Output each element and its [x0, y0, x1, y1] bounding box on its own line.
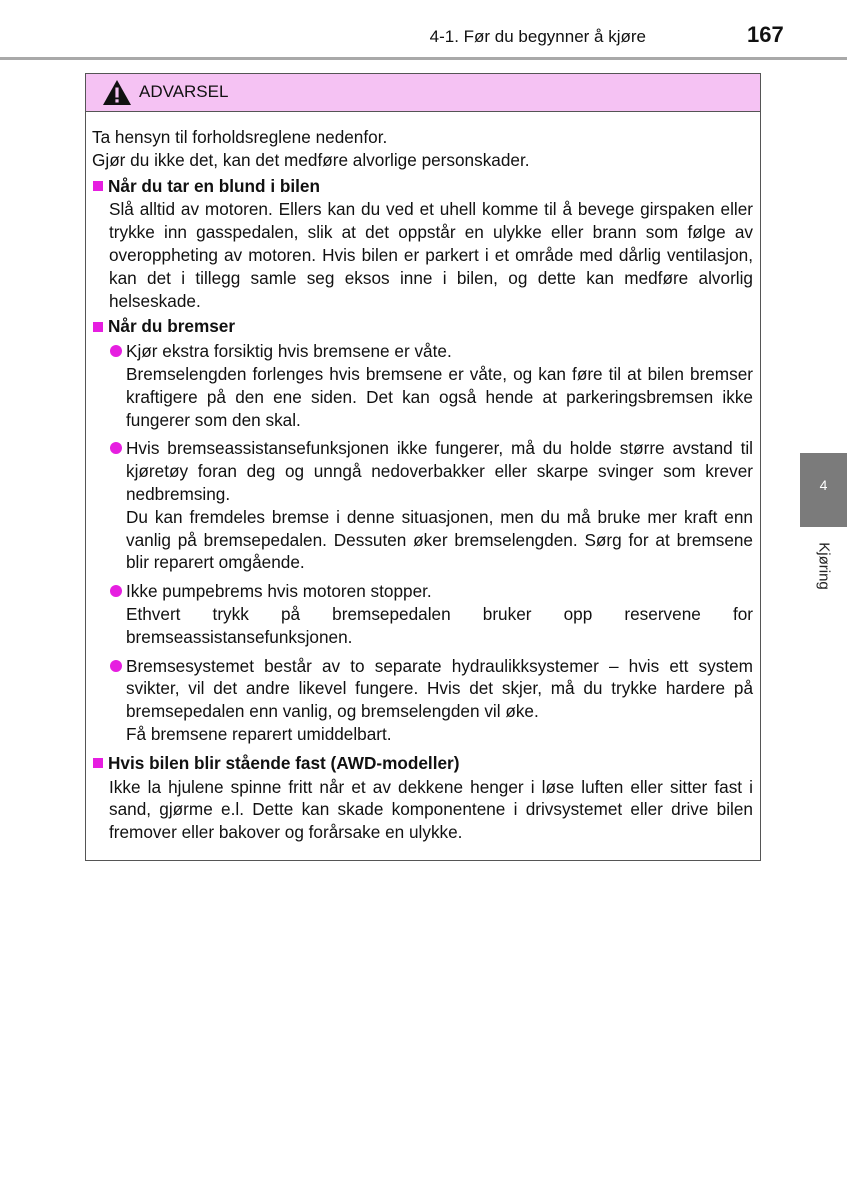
chapter-label: Kjøring	[815, 542, 833, 590]
square-bullet-icon	[93, 758, 103, 768]
bullet-text: Få bremsene reparert umiddelbart.	[126, 723, 392, 744]
circle-bullet-icon	[110, 660, 122, 672]
section-body	[92, 776, 753, 844]
bullet-text: Hvis bremseassistansefunksjonen ikke fungerer, må du holde større avstand til kjøretøy foran deg og unngå nedoverbakker eller skarpe svinger som krever nedbremsing.	[126, 438, 753, 504]
page-number: 167	[747, 22, 784, 47]
section-stuck	[92, 752, 753, 844]
square-bullet-icon	[93, 181, 103, 191]
warning-box	[85, 73, 761, 861]
warning-intro	[92, 126, 753, 172]
section-heading	[92, 752, 753, 775]
list-item	[92, 340, 753, 431]
list-item	[92, 655, 753, 746]
square-bullet-icon	[93, 322, 103, 332]
bullet-text: Ethvert trykk på bremsepedalen bruker opp reservene for bremseassistansefunksjonen.	[126, 603, 753, 647]
list-item	[92, 580, 753, 648]
section-heading-text: Hvis bilen blir stående fast (AWD-modeller)	[108, 752, 460, 773]
warning-triangle-icon	[102, 79, 132, 106]
section-text: Slå alltid av motoren. Ellers kan du ved et uhell komme til å bevege girspaken eller trykke inn gasspedalen, slik at det oppstår en ulykke eller brann som følge av overoppheting av motoren. Hvis bilen er parkert i et område med dårlig ventilasjon, kan det i tillegg samle seg eksos inne i bilen, og dette kan medføre alvorlig helseskade.	[109, 199, 753, 311]
section-braking	[92, 315, 753, 745]
section-text: Ikke la hjulene spinne fritt når et av dekkene henger i løse luften eller sitter fast i sand, gjørme e.l. Dette kan skade komponentene i drivsystemet eller drive bilen fremover eller bakover og forårsake en ulykke.	[109, 776, 753, 843]
warning-header	[86, 74, 760, 112]
section-heading	[92, 315, 753, 338]
bullet-text: Bremsesystemet består av to separate hydraulikksystemer – hvis ett system svikter, vil det andre likevel fungere. Hvis det skjer, må du trykke hardere på bremsepedalen enn vanlig, og bremselengden vil øke.	[126, 655, 753, 722]
section-heading-text: Når du tar en blund i bilen	[108, 175, 320, 196]
warning-content	[92, 126, 753, 844]
intro-line: Gjør du ikke det, kan det medføre alvorlige personskader.	[92, 149, 530, 170]
bullet-text: Bremselengden forlenges hvis bremsene er våte, og kan føre til at bilen bremser kraftigere på den ene siden. Det kan også hende at parkeringsbremsen ikke fungerer som den skal.	[126, 363, 753, 430]
bullet-text: Du kan fremdeles bremse i denne situasjonen, men du må bruke mer kraft enn vanlig på bremsepedalen. Dessuten øker bremselengden. Sørg for at bremsene blir reparert omgående.	[126, 506, 753, 573]
chapter-tab: 4	[800, 453, 847, 527]
circle-bullet-icon	[110, 585, 122, 597]
intro-line: Ta hensyn til forholdsreglene nedenfor.	[92, 127, 388, 147]
bullet-text: Ikke pumpebrems hvis motoren stopper.	[126, 581, 432, 602]
bullet-list	[92, 340, 753, 746]
circle-bullet-icon	[110, 345, 122, 357]
warning-title: ADVARSEL	[139, 82, 229, 101]
section-body	[92, 198, 753, 312]
section-nap	[92, 175, 753, 313]
bullet-text: Kjør ekstra forsiktig hvis bremsene er våte.	[126, 341, 452, 362]
section-heading-text: Når du bremser	[108, 316, 236, 337]
section-heading	[92, 175, 753, 198]
list-item	[92, 437, 753, 574]
header-divider	[0, 57, 847, 60]
section-title: 4-1. Før du begynner å kjøre	[429, 27, 646, 46]
circle-bullet-icon	[110, 442, 122, 454]
